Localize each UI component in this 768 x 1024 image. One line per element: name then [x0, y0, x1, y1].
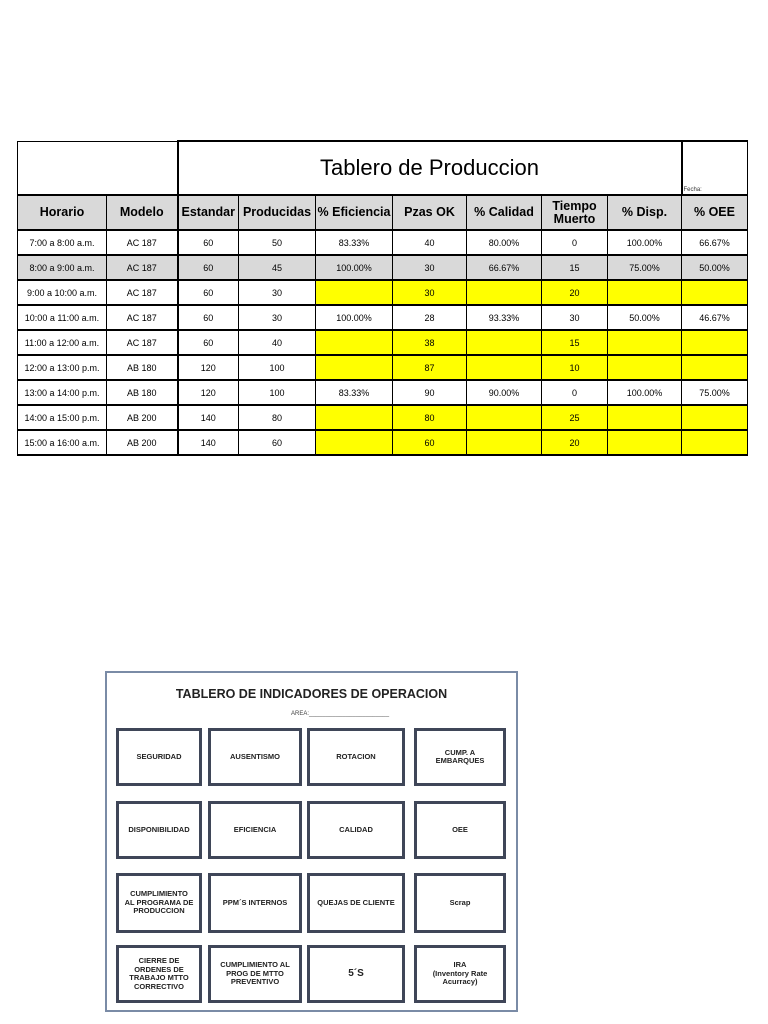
- table-cell: 30: [239, 280, 316, 305]
- table-cell: 140: [178, 405, 239, 430]
- table-cell: 93.33%: [467, 305, 542, 330]
- table-cell: AC 187: [107, 230, 178, 255]
- table-cell: [316, 330, 393, 355]
- table-cell: 50: [239, 230, 316, 255]
- title-blank-cell: [18, 141, 178, 195]
- table-cell: 60: [178, 255, 239, 280]
- table-cell: 120: [178, 380, 239, 405]
- column-header-horario: Horario: [18, 195, 107, 230]
- table-cell: 15: [542, 255, 608, 280]
- table-cell: [608, 405, 682, 430]
- table-cell: 90: [393, 380, 467, 405]
- column-header-modelo: Modelo: [107, 195, 178, 230]
- table-cell: 60: [178, 280, 239, 305]
- table-cell: [682, 330, 748, 355]
- table-row: [18, 280, 748, 305]
- indicator-box-5-s: 5´S: [307, 945, 405, 1003]
- table-cell: 25: [542, 405, 608, 430]
- table-cell: 60: [178, 305, 239, 330]
- table-cell: 10:00 a 11:00 a.m.: [18, 305, 107, 330]
- table-cell: 87: [393, 355, 467, 380]
- table-cell: 9:00 a 10:00 a.m.: [18, 280, 107, 305]
- indicator-box-eficiencia: EFICIENCIA: [208, 801, 302, 859]
- table-cell: AC 187: [107, 330, 178, 355]
- table-row: [18, 430, 748, 455]
- table-cell: [608, 430, 682, 455]
- table-cell: AB 180: [107, 380, 178, 405]
- column-header-disp: % Disp.: [608, 195, 682, 230]
- table-cell: 83.33%: [316, 230, 393, 255]
- indicator-box-scrap: Scrap: [414, 873, 506, 933]
- table-cell: 30: [239, 305, 316, 330]
- table-cell: [467, 430, 542, 455]
- table-cell: 0: [542, 380, 608, 405]
- table-row: [18, 255, 748, 280]
- table-cell: 100.00%: [608, 380, 682, 405]
- table-cell: [608, 330, 682, 355]
- table-cell: 28: [393, 305, 467, 330]
- fecha-label: Fecha:: [683, 187, 702, 193]
- production-table: [17, 140, 748, 456]
- table-row: [18, 380, 748, 405]
- table-cell: [316, 355, 393, 380]
- indicator-box-quejas-de-cliente: QUEJAS DE CLIENTE: [307, 873, 405, 933]
- table-cell: 14:00 a 15:00 p.m.: [18, 405, 107, 430]
- table-cell: 50.00%: [608, 305, 682, 330]
- table-cell: 20: [542, 430, 608, 455]
- indicator-box-cump-a-embarques: CUMP. A EMBARQUES: [414, 728, 506, 786]
- table-cell: [467, 280, 542, 305]
- indicator-box-cumplimiento-al-prog-de-mtto-preventivo: CUMPLIMIENTO AL PROG DE MTTO PREVENTIVO: [208, 945, 302, 1003]
- table-cell: 66.67%: [467, 255, 542, 280]
- table-row: [18, 230, 748, 255]
- table-cell: 38: [393, 330, 467, 355]
- table-cell: 83.33%: [316, 380, 393, 405]
- indicator-board-title: TABLERO DE INDICADORES DE OPERACION: [175, 687, 448, 701]
- table-cell: 80.00%: [467, 230, 542, 255]
- column-header-oee: % OEE: [682, 195, 748, 230]
- table-cell: 60: [178, 230, 239, 255]
- table-cell: [682, 280, 748, 305]
- table-cell: 20: [542, 280, 608, 305]
- indicator-box-rotacion: ROTACION: [307, 728, 405, 786]
- column-header-pzas-ok: Pzas OK: [393, 195, 467, 230]
- fecha-cell: [682, 141, 748, 195]
- table-cell: 80: [239, 405, 316, 430]
- table-cell: AB 200: [107, 405, 178, 430]
- indicator-box-seguridad: SEGURIDAD: [116, 728, 202, 786]
- area-label: AREA:________________________: [291, 711, 390, 717]
- table-cell: [682, 355, 748, 380]
- table-cell: 40: [393, 230, 467, 255]
- table-cell: AC 187: [107, 305, 178, 330]
- table-cell: 100.00%: [316, 305, 393, 330]
- table-cell: 66.67%: [682, 230, 748, 255]
- table-cell: 15:00 a 16:00 a.m.: [18, 430, 107, 455]
- table-cell: 40: [239, 330, 316, 355]
- table-cell: 60: [178, 330, 239, 355]
- table-cell: [467, 330, 542, 355]
- table-cell: 0: [542, 230, 608, 255]
- indicator-board: [105, 671, 518, 1012]
- table-cell: AC 187: [107, 255, 178, 280]
- indicator-box-ira-inventory-rate-acurracy: IRA (Inventory Rate Acurracy): [414, 945, 506, 1003]
- column-header-eficiencia: % Eficiencia: [316, 195, 393, 230]
- table-row: [18, 330, 748, 355]
- table-cell: 100.00%: [608, 230, 682, 255]
- table-cell: 7:00 a 8:00 a.m.: [18, 230, 107, 255]
- table-cell: 60: [393, 430, 467, 455]
- table-cell: 8:00 a 9:00 a.m.: [18, 255, 107, 280]
- table-cell: [682, 430, 748, 455]
- indicator-box-ppm-s-internos: PPM´S INTERNOS: [208, 873, 302, 933]
- column-header-estandar: Estandar: [178, 195, 239, 230]
- production-board-title: Tablero de Produccion: [178, 141, 682, 195]
- table-cell: 10: [542, 355, 608, 380]
- column-header-producidas: Producidas: [239, 195, 316, 230]
- table-cell: 80: [393, 405, 467, 430]
- table-cell: 90.00%: [467, 380, 542, 405]
- table-cell: [316, 430, 393, 455]
- column-header-calidad: % Calidad: [467, 195, 542, 230]
- table-cell: 45: [239, 255, 316, 280]
- table-cell: [467, 405, 542, 430]
- table-cell: 75.00%: [608, 255, 682, 280]
- indicator-box-calidad: CALIDAD: [307, 801, 405, 859]
- table-cell: 30: [542, 305, 608, 330]
- table-cell: 75.00%: [682, 380, 748, 405]
- table-cell: 11:00 a 12:00 a.m.: [18, 330, 107, 355]
- table-cell: 100: [239, 355, 316, 380]
- table-cell: 100.00%: [316, 255, 393, 280]
- table-cell: AB 200: [107, 430, 178, 455]
- indicator-box-ausentismo: AUSENTISMO: [208, 728, 302, 786]
- table-cell: 140: [178, 430, 239, 455]
- table-cell: [316, 405, 393, 430]
- indicator-box-cierre-de-ordenes-de-trabajo-mtto-correctivo: CIERRE DE ORDENES DE TRABAJO MTTO CORRECTIVO: [116, 945, 202, 1003]
- table-cell: 12:00 a 13:00 p.m.: [18, 355, 107, 380]
- table-row: [18, 305, 748, 330]
- indicator-box-disponibilidad: DISPONIBILIDAD: [116, 801, 202, 859]
- indicator-box-oee: OEE: [414, 801, 506, 859]
- table-cell: 100: [239, 380, 316, 405]
- table-cell: AC 187: [107, 280, 178, 305]
- table-cell: 120: [178, 355, 239, 380]
- production-rows: [18, 230, 748, 455]
- indicator-box-cumplimiento-al-programa-de-produccion: CUMPLIMIENTO AL PROGRAMA DE PRODUCCION: [116, 873, 202, 933]
- table-cell: 46.67%: [682, 305, 748, 330]
- column-header-tiempo-muerto: Tiempo Muerto: [542, 195, 608, 230]
- table-cell: [608, 355, 682, 380]
- column-header-row: [18, 195, 748, 230]
- table-cell: 15: [542, 330, 608, 355]
- table-cell: 50.00%: [682, 255, 748, 280]
- table-cell: AB 180: [107, 355, 178, 380]
- table-cell: [682, 405, 748, 430]
- table-cell: 60: [239, 430, 316, 455]
- table-cell: [608, 280, 682, 305]
- table-row: [18, 405, 748, 430]
- table-cell: [467, 355, 542, 380]
- table-cell: [316, 280, 393, 305]
- table-cell: 30: [393, 255, 467, 280]
- table-cell: 30: [393, 280, 467, 305]
- table-cell: 13:00 a 14:00 p.m.: [18, 380, 107, 405]
- table-row: [18, 355, 748, 380]
